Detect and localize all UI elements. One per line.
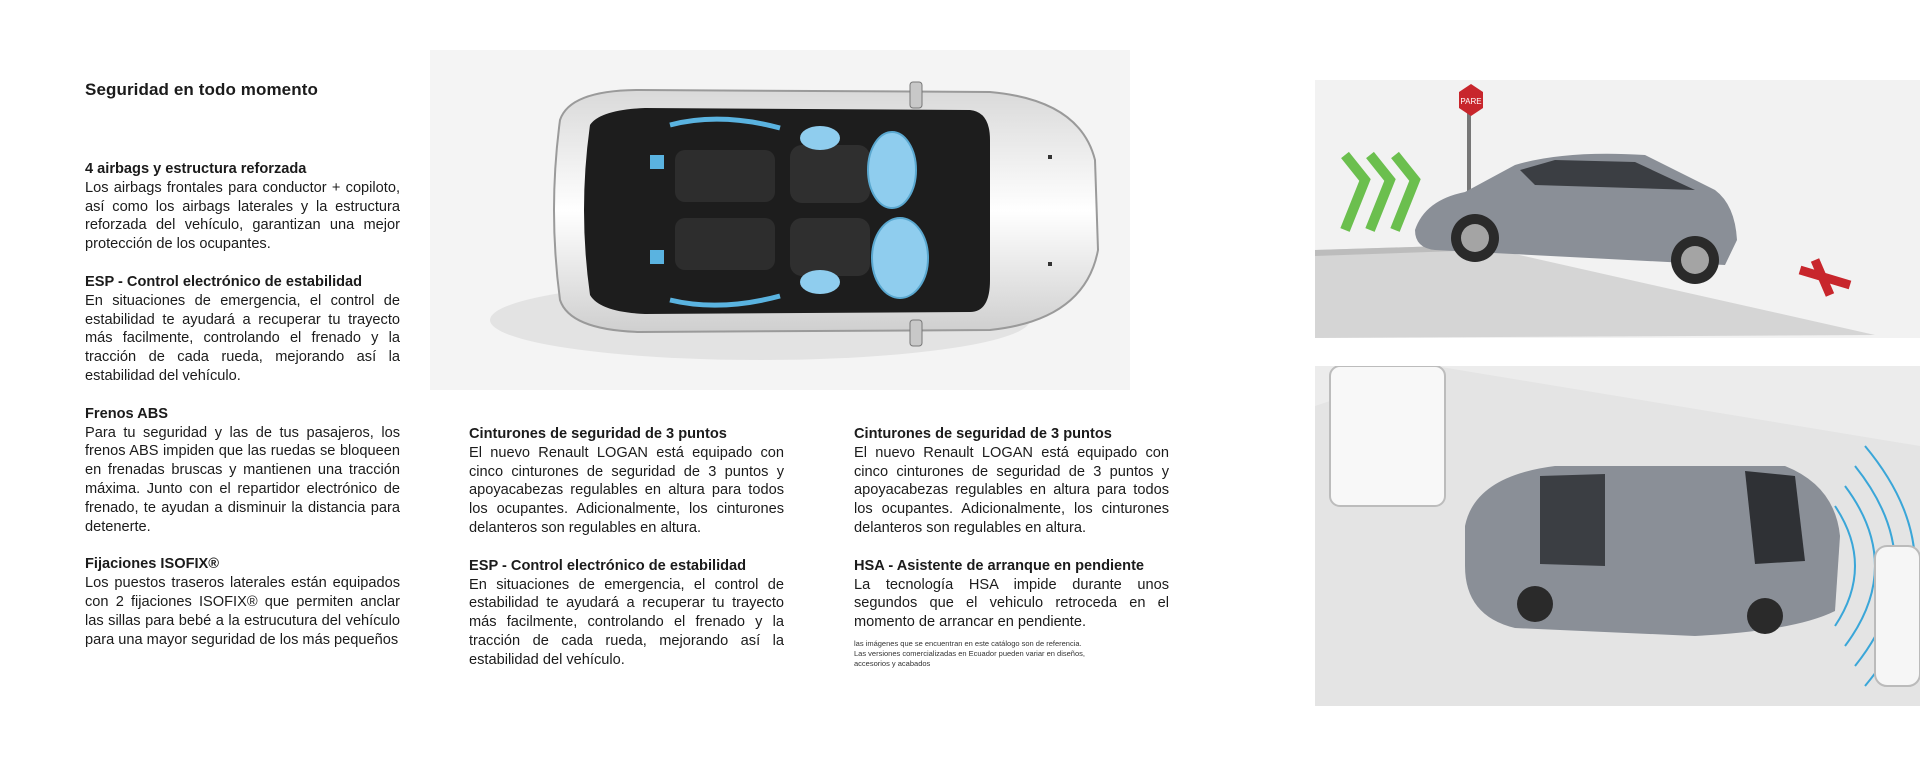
feature-body: El nuevo Renault LOGAN está equipado con cinco cinturones de seguridad de 3 puntos y apoyacabezas regulables en altura para todos los ocupantes. Adicionalmente, los cinturones delanteros son regulables en altura. <box>469 444 784 536</box>
feature-seatbelts <box>469 425 784 538</box>
disclaimer-line: las imágenes que se encuentran en este catálogo son de referencia. <box>854 638 1082 648</box>
feature-body: Los puestos traseros laterales están equipados con 2 fijaciones ISOFIX® que permiten anclar las sillas para bebé a la estrucutura del vehículo para una mayor seguridad de los más pequeños <box>85 575 400 648</box>
airbag-front-right <box>868 132 916 208</box>
page-title: Seguridad en todo momento <box>85 80 318 99</box>
feature-body: La tecnología HSA impide durante unos segundos que el vehiculo retroceda en el momento de arrancar en pendiente. <box>854 576 1169 631</box>
feature-airbags <box>85 160 400 254</box>
stop-sign-label: PARE <box>1460 97 1482 106</box>
feature-heading: 4 airbags y estructura reforzada <box>85 161 307 177</box>
parking-sensor-illustration <box>1315 366 1920 706</box>
disclaimer <box>854 639 1144 669</box>
feature-abs <box>85 405 400 537</box>
feature-heading: ESP - Control electrónico de estabilidad <box>469 557 747 574</box>
airbag-front-left <box>872 218 928 298</box>
hill-start-illustration <box>1315 80 1920 338</box>
feature-body: Los airbags frontales para conductor + copiloto, así como los airbags laterales y la estructura reforzada del vehículo, garantizan una mejor protección de los ocupantes. <box>85 179 400 253</box>
feature-isofix <box>85 555 400 649</box>
text-column-2 <box>469 425 784 689</box>
feature-heading: Frenos ABS <box>85 405 168 422</box>
feature-body: En situaciones de emergencia, el control de estabilidad te ayudará a recuperar tu trayecto más facilmente, controlando el frenado y la tracción de cada rueda, mejorando así la estabilidad del vehículo. <box>85 292 400 384</box>
car-airbags-illustration <box>430 50 1130 390</box>
feature-heading: Cinturones de seguridad de 3 puntos <box>854 426 1112 442</box>
text-column-3 <box>854 425 1169 669</box>
feature-heading: HSA - Asistente de arranque en pendiente <box>854 557 1145 574</box>
text-column-1 <box>85 160 400 668</box>
feature-esp <box>469 557 784 670</box>
feature-body: En situaciones de emergencia, el control de estabilidad te ayudará a recuperar tu trayecto más facilmente, controlando el frenado y la tracción de cada rueda, mejorando así la estabilidad del vehículo. <box>469 576 784 668</box>
feature-esp <box>85 273 400 386</box>
disclaimer-line: Las versiones comercializadas en Ecuador pueden variar en diseños, <box>854 648 1085 658</box>
feature-heading: ESP - Control electrónico de estabilidad <box>85 273 363 290</box>
feature-hsa <box>854 557 1169 632</box>
feature-seatbelts <box>854 425 1169 538</box>
feature-body: Para tu seguridad y las de tus pasajeros, los frenos ABS impiden que las ruedas se bloqueen en frenadas bruscas y mantienen una tracción máxima. Junto con el repartidor electrónico de frenado, te ayudan a disminuir la distancia para detenerte. <box>85 424 400 535</box>
disclaimer-line: accesorios y acabados <box>854 658 931 668</box>
feature-heading: Fijaciones ISOFIX® <box>85 556 220 573</box>
feature-heading: Cinturones de seguridad de 3 puntos <box>469 426 727 442</box>
feature-body: El nuevo Renault LOGAN está equipado con cinco cinturones de seguridad de 3 puntos y apoyacabezas regulables en altura para todos los ocupantes. Adicionalmente, los cinturones delanteros son regulables en altura. <box>854 444 1169 536</box>
